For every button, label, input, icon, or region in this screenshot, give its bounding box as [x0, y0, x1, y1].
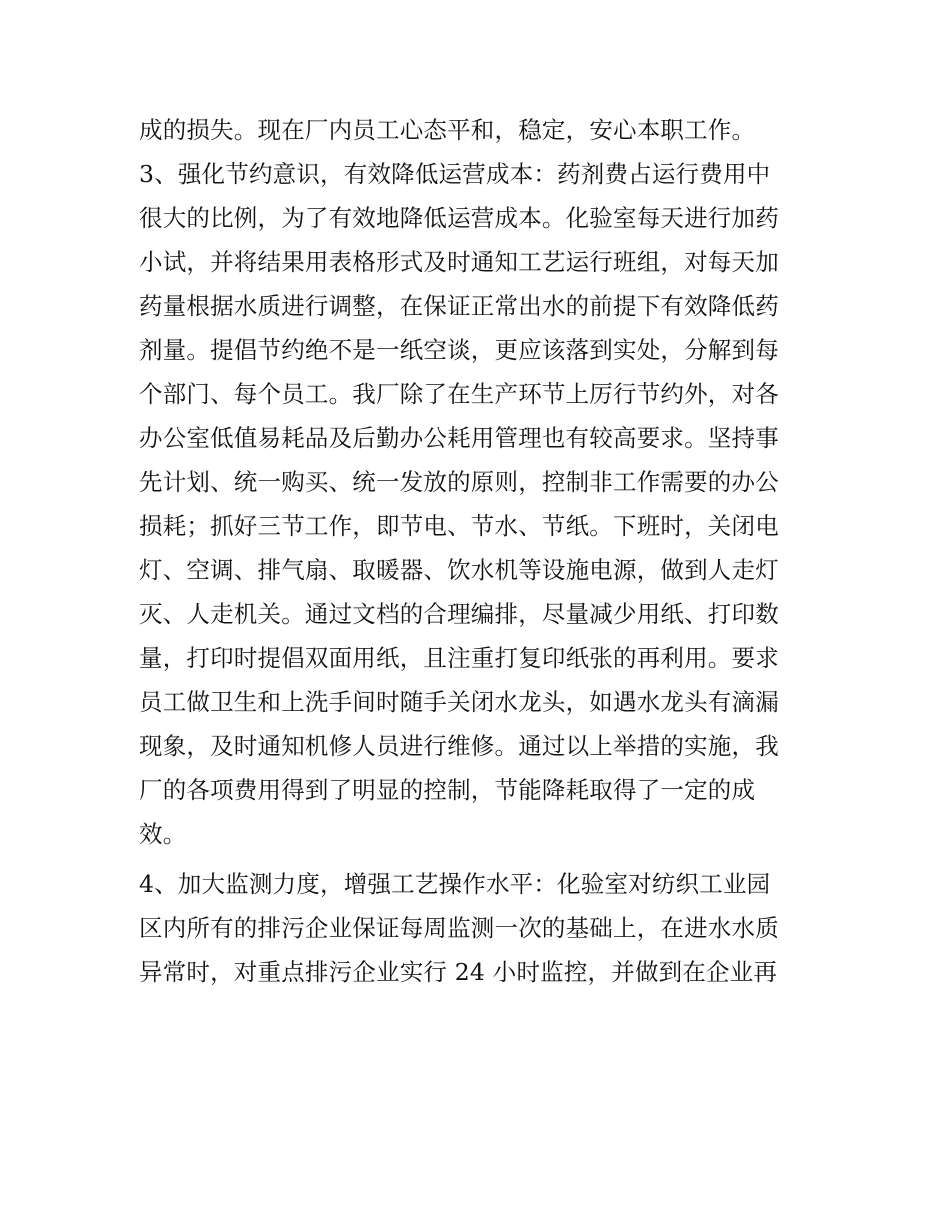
text-line: 量，打印时提倡双面用纸，且注重打复印纸张的再利用。要求 — [139, 644, 779, 672]
text-line: 区内所有的排污企业保证每周监测一次的基础上，在进水水质 — [139, 914, 779, 942]
text-line: 厂的各项费用得到了明显的控制，节能降耗取得了一定的成 — [139, 776, 756, 804]
body-text — [139, 108, 819, 994]
text-line: 先计划、统一购买、统一发放的原则，控制非工作需要的办公 — [139, 468, 779, 496]
text-line: 小试，并将结果用表格形式及时通知工艺运行班组，对每天加 — [139, 248, 779, 276]
text-line: 药量根据水质进行调整，在保证正常出水的前提下有效降低药 — [139, 292, 779, 320]
text-line: 办公室低值易耗品及后勤办公耗用管理也有较高要求。坚持事 — [139, 424, 779, 452]
text-line: 个部门、每个员工。我厂除了在生产环节上厉行节约外，对各 — [139, 380, 779, 408]
text-line: 灯、空调、排气扇、取暖器、饮水机等设施电源，做到人走灯 — [139, 556, 779, 584]
text-line: 剂量。提倡节约绝不是一纸空谈，更应该落到实处，分解到每 — [139, 336, 779, 364]
text-line: 现象，及时通知机修人员进行维修。通过以上举措的实施，我 — [139, 732, 779, 760]
text-line: 4、加大监测力度，增强工艺操作水平：化验室对纺织工业园 — [139, 870, 771, 898]
text-line: 员工做卫生和上洗手间时随手关闭水龙头，如遇水龙头有滴漏 — [139, 688, 779, 716]
text-line: 成的损失。现在厂内员工心态平和，稳定，安心本职工作。 — [139, 116, 756, 144]
text-line: 损耗；抓好三节工作，即节电、节水、节纸。下班时，关闭电 — [139, 512, 779, 540]
text-line: 很大的比例，为了有效地降低运营成本。化验室每天进行加药 — [139, 204, 779, 232]
text-line: 3、强化节约意识，有效降低运营成本：药剂费占运行费用中 — [139, 160, 771, 188]
text-line: 效。 — [139, 820, 187, 848]
text-line: 灭、人走机关。通过文档的合理编排，尽量减少用纸、打印数 — [139, 600, 779, 628]
text-line: 异常时，对重点排污企业实行 24 小时监控，并做到在企业再 — [139, 958, 778, 986]
